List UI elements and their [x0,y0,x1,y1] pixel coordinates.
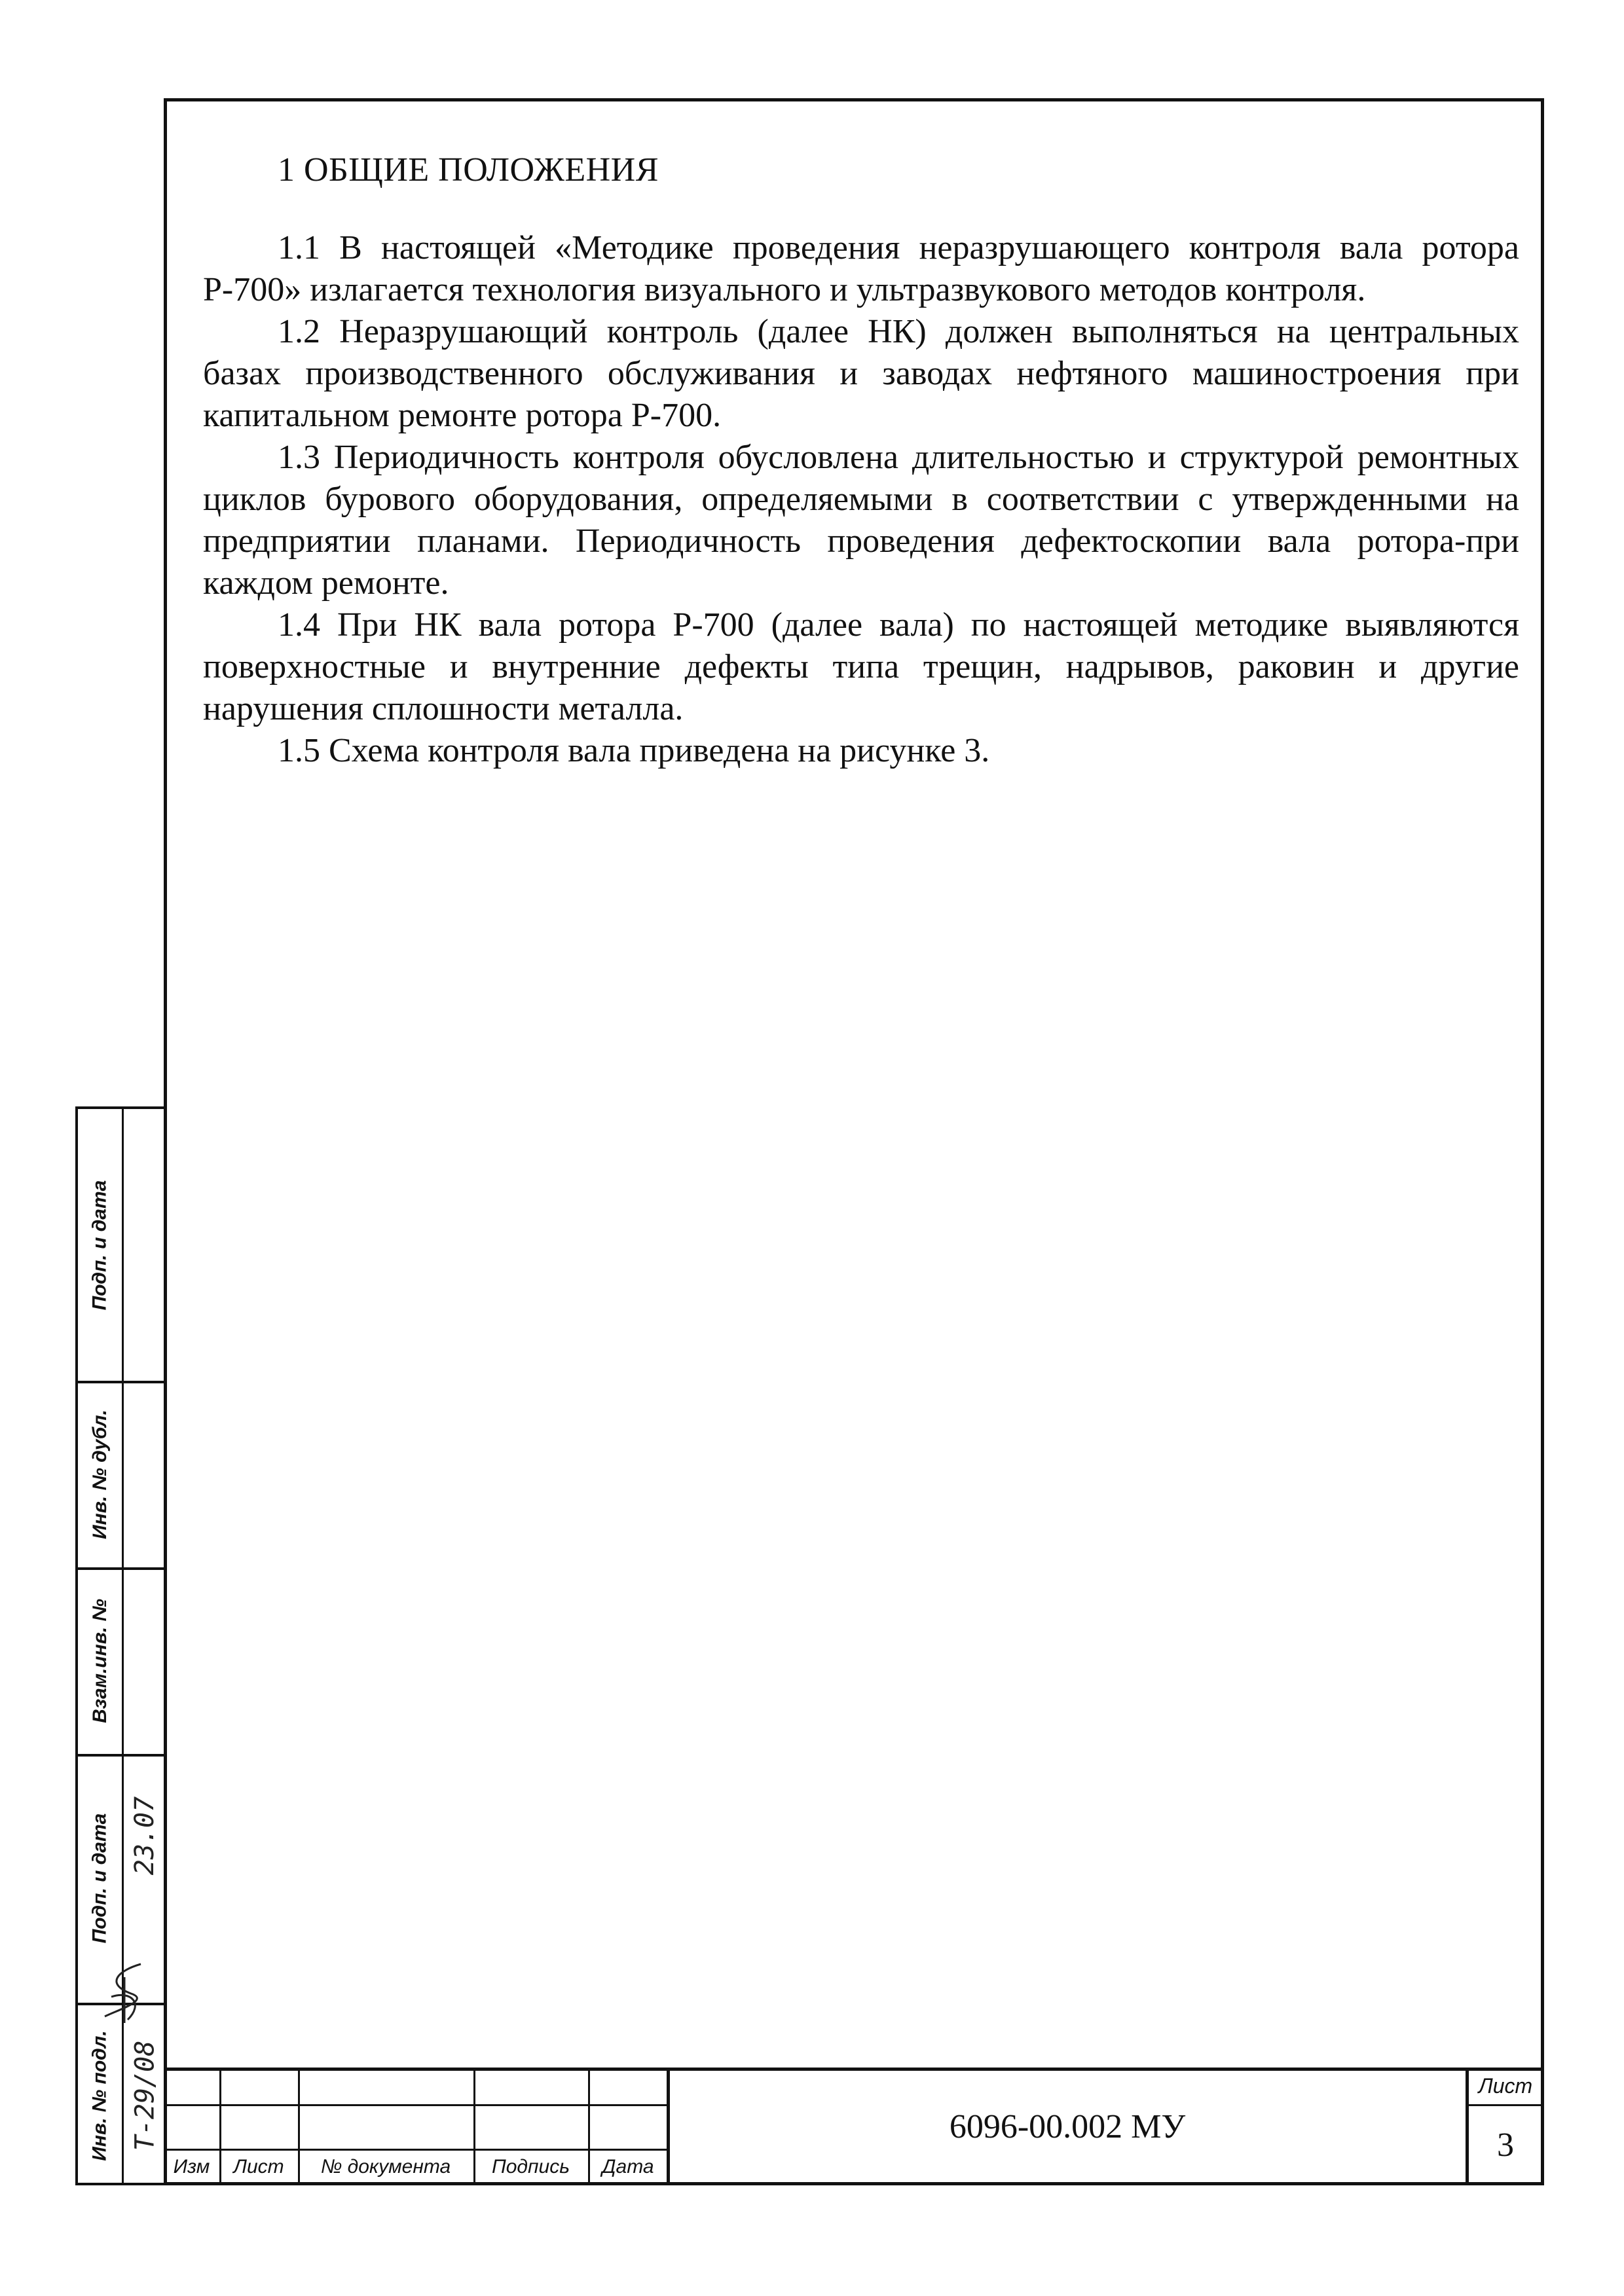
title-block-row-line [164,2104,668,2106]
paragraph-1-2: 1.2 Неразрушающий контроль (далее НК) должен выполняться на центральных базах производственного обслуживания и заводах нефтяного машиностроения при капитальном ремонте ротора Р-700. [203,313,1519,434]
section-title: 1 ОБЩИЕ ПОЛОЖЕНИЯ [278,151,659,189]
title-block [164,2068,1544,2185]
col-label-sheet: Лист [233,2156,284,2178]
sheet-number: 3 [1497,2126,1514,2164]
side-label-replace-inv: Взам.инв. № [88,1598,111,1723]
handwritten-date: 23.07 [130,1796,160,1876]
paragraph-1-1: 1.1 В настоящей «Методике проведения неразрушающего контроля вала ротора Р-700» излагается технология визуального и ультразвукового методов контроля. [203,229,1519,308]
handwritten-inventory-number: Т-29/08 [130,2040,160,2151]
side-label-sign-date-1: Подп. и дата [88,1180,111,1310]
col-label-document-number: № документа [320,2156,451,2178]
document-body [203,151,1519,772]
side-label-sign-date-2: Подп. и дата [88,1813,111,1944]
paragraph-1-4: 1.4 При НК вала ротора Р-700 (далее вала) по настоящей методике выявляются поверхностные и внутренние дефекты типа трещин, надрывов, раковин и другие нарушения сплошности металла. [203,606,1519,727]
side-label-dup-inv: Инв. № дубл. [88,1409,111,1539]
signature-mark [79,1958,164,2030]
document-code: 6096-00.002 МУ [949,2107,1186,2145]
col-label-date: Дата [602,2156,654,2178]
paragraph-1-5: 1.5 Схема контроля вала приведена на рисунке 3. [278,732,990,769]
side-label-orig-inv: Инв. № подл. [88,2030,111,2161]
col-label-signature: Подпись [492,2156,570,2178]
paragraph-1-3: 1.3 Периодичность контроля обусловлена длительностью и структурой ремонтных циклов бурового оборудования, определяемыми в соответствии с утвержденными на предприятии планами. Периодичность проведения дефектоскопии вала ротора-при каждом ремонте. [203,439,1519,602]
col-label-change: Изм [173,2156,210,2178]
sheet-label: Лист [1478,2073,1533,2098]
